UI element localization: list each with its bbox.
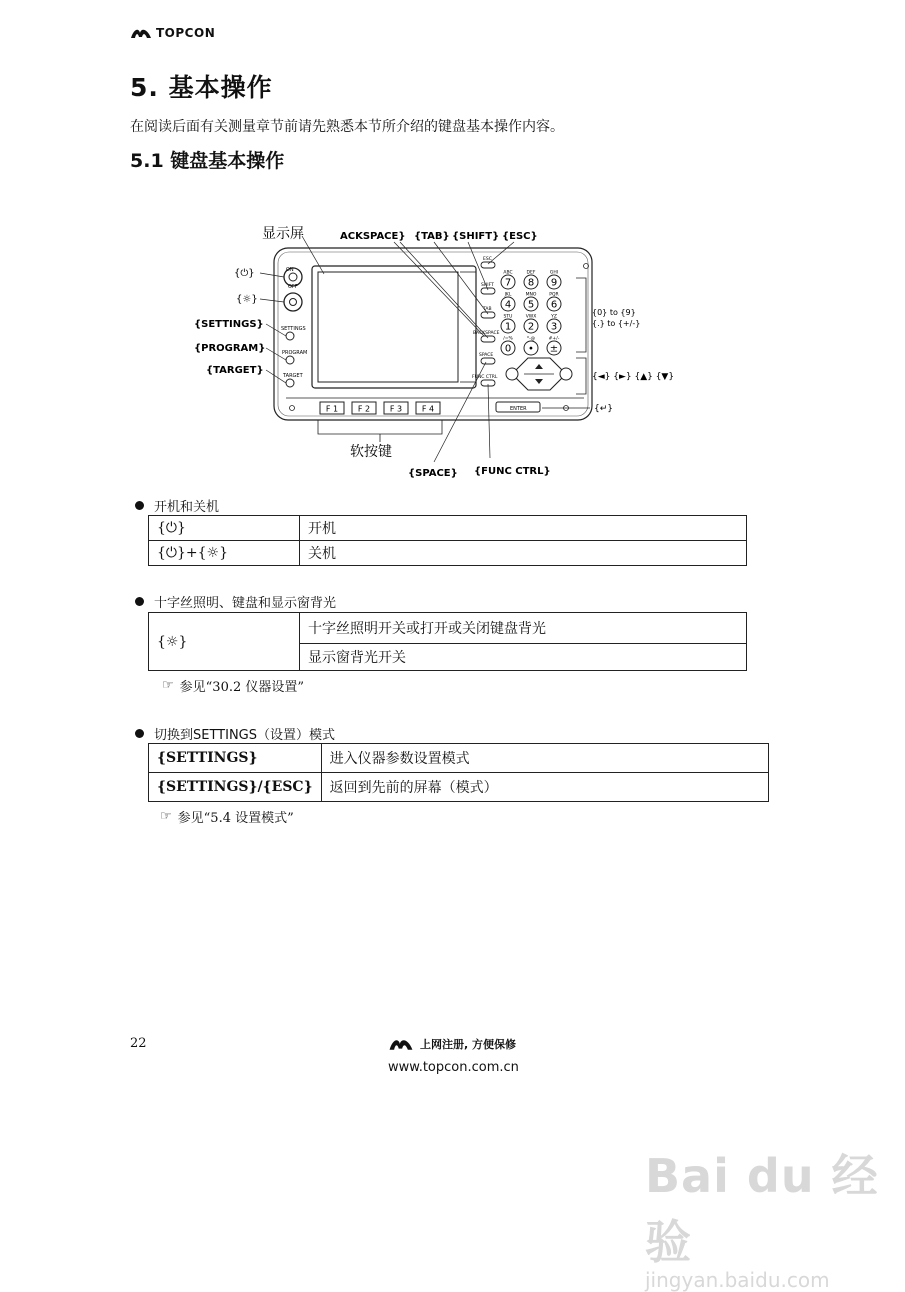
keypad-key-label: ± xyxy=(549,343,559,355)
table-cell-desc: 显示窗背光开关 xyxy=(300,644,747,671)
footer-brand-row xyxy=(388,1036,519,1052)
power-table xyxy=(148,515,747,566)
keypad-key-label: • xyxy=(528,343,534,355)
screen xyxy=(318,272,458,382)
table-cell-key: {SETTINGS} xyxy=(149,744,322,773)
keypad-key-letters: ABC xyxy=(503,270,513,276)
table-row xyxy=(149,613,747,644)
table-cell-key: {⏻}+{☼} xyxy=(149,541,300,566)
left-key-label: {PROGRAM} xyxy=(194,343,266,354)
pointing-hand-icon: ☞ xyxy=(160,809,172,824)
keypad-key-letters: *-@ xyxy=(526,336,536,342)
top-key-label: {ESC} xyxy=(502,231,538,242)
softkey-label: 软按键 xyxy=(350,444,392,460)
page-number: 22 xyxy=(130,1036,147,1051)
footer-slogan: 上网注册, 方便保修 xyxy=(420,1038,517,1051)
power-heading-text: 开机和关机 xyxy=(154,500,220,515)
space-label: {SPACE} xyxy=(408,468,458,479)
watermark-url: jingyan.baidu.com xyxy=(645,1268,830,1292)
keypad-key-letters: JKL xyxy=(504,292,512,298)
table-row xyxy=(149,744,769,773)
left-key-label: {⏻} xyxy=(234,268,255,279)
bullet-icon xyxy=(135,729,144,738)
keypad-key-letters: STU xyxy=(503,314,513,320)
keypad-key-label: 9 xyxy=(550,277,558,289)
keypad-key-letters: /=% xyxy=(503,336,513,342)
bullet-icon xyxy=(135,501,144,510)
light-button xyxy=(284,293,302,311)
power-heading xyxy=(135,496,219,515)
keypad-key-letters: YZ xyxy=(551,314,557,320)
topcon-logo-icon xyxy=(130,26,152,40)
settings-ref xyxy=(160,807,294,826)
light-ref xyxy=(162,676,304,695)
table-cell-desc: 开机 xyxy=(300,516,747,541)
settings-ref-text: 参见“5.4 设置模式” xyxy=(177,811,294,826)
keypad-key-letters: MNO xyxy=(525,292,537,298)
page-title: 5. 基本操作 xyxy=(130,73,273,102)
table-row xyxy=(149,516,747,541)
function-key-label: F 4 xyxy=(421,404,435,414)
light-ref-text: 参见“30.2 仪器设置” xyxy=(179,680,305,695)
function-key-label: F 2 xyxy=(357,404,371,414)
small-key-label: SPACE xyxy=(479,353,494,358)
small-left-label: PROGRAM xyxy=(282,350,308,356)
keypad-key-label: 4 xyxy=(504,299,512,311)
keypad-key-letters: DEF xyxy=(526,270,536,276)
footer-url[interactable]: www.topcon.com.cn xyxy=(388,1060,519,1075)
table-cell-desc: 十字丝照明开关或打开或关闭键盘背光 xyxy=(300,613,747,644)
keypad-key-label: 2 xyxy=(527,321,535,333)
topcon-logo-icon xyxy=(388,1036,414,1052)
keypad-key-letters: VWX xyxy=(525,314,537,320)
svg-text:ON: ON xyxy=(286,267,294,273)
digits-label: {.} to {+/-} xyxy=(592,319,641,328)
small-left-label: SETTINGS xyxy=(281,326,306,332)
keyboard-diagram xyxy=(190,218,675,480)
keypad-key-label: 3 xyxy=(550,321,558,333)
pointing-hand-icon: ☞ xyxy=(162,678,174,693)
light-table xyxy=(148,612,747,671)
top-key-label: {SHIFT} xyxy=(452,231,500,242)
watermark-brand: Bai du 经验 xyxy=(645,1149,879,1269)
small-key-label: BACKSPACE xyxy=(473,331,500,336)
section-title: 5.1 键盘基本操作 xyxy=(130,150,285,172)
enter-label: {↵} xyxy=(594,404,613,414)
arrows-label: {◄} {►} {▲} {▼} xyxy=(592,372,675,382)
bullet-icon xyxy=(135,597,144,606)
keypad-key-label: 1 xyxy=(504,321,512,333)
keypad-key-letters: #+/- xyxy=(548,336,560,342)
intro-text: 在阅读后面有关测量章节前请先熟悉本节所介绍的键盘基本操作内容。 xyxy=(130,119,564,135)
enter-key-label: ENTER xyxy=(510,406,527,412)
table-cell-desc: 进入仪器参数设置模式 xyxy=(321,744,768,773)
table-cell-desc: 返回到先前的屏幕（模式） xyxy=(321,773,768,802)
settings-heading-text: 切换到SETTINGS（设置）模式 xyxy=(154,728,336,743)
watermark xyxy=(645,1140,905,1292)
left-key-label: {TARGET} xyxy=(206,365,264,376)
keypad-key-label: 5 xyxy=(527,299,535,311)
light-heading xyxy=(135,592,336,611)
table-cell-key: {SETTINGS}/{ESC} xyxy=(149,773,322,802)
keypad-key-letters: PQR xyxy=(549,292,559,298)
settings-heading xyxy=(135,724,335,743)
table-row xyxy=(149,773,769,802)
light-heading-text: 十字丝照明、键盘和显示窗背光 xyxy=(154,596,337,611)
settings-table xyxy=(148,743,769,802)
function-key-label: F 1 xyxy=(325,404,339,414)
keypad-key-label: 7 xyxy=(504,277,512,289)
table-cell-key: {☼} xyxy=(149,613,300,671)
function-key-label: F 3 xyxy=(389,404,403,414)
top-key-label: ACKSPACE} xyxy=(340,231,406,242)
small-key-label: TAB xyxy=(483,307,492,312)
top-key-label: {TAB} xyxy=(414,231,450,242)
small-key-label: FUNC CTRL xyxy=(472,375,498,380)
keypad-key-letters: GHI xyxy=(549,270,559,276)
keypad-key-label: 8 xyxy=(527,277,535,289)
table-cell-key: {⏻} xyxy=(149,516,300,541)
small-key-label: SHIFT xyxy=(481,283,494,288)
digits-label: {0} to {9} xyxy=(592,308,636,317)
header-logo xyxy=(130,26,215,40)
footer xyxy=(388,1036,519,1075)
screen-label: 显示屏 xyxy=(262,226,304,242)
small-key-label: ESC xyxy=(483,257,492,262)
left-key-label: {SETTINGS} xyxy=(194,319,264,330)
left-key-label: {☼} xyxy=(236,294,258,305)
keypad-key-label: 6 xyxy=(550,299,558,311)
small-left-label: OFF xyxy=(288,284,298,290)
keypad-key-label: 0 xyxy=(504,343,512,355)
funcctrl-label: {FUNC CTRL} xyxy=(474,466,551,477)
small-left-label: TARGET xyxy=(283,373,303,379)
brand-name: TOPCON xyxy=(156,26,216,40)
table-cell-desc: 关机 xyxy=(300,541,747,566)
table-row xyxy=(149,541,747,566)
